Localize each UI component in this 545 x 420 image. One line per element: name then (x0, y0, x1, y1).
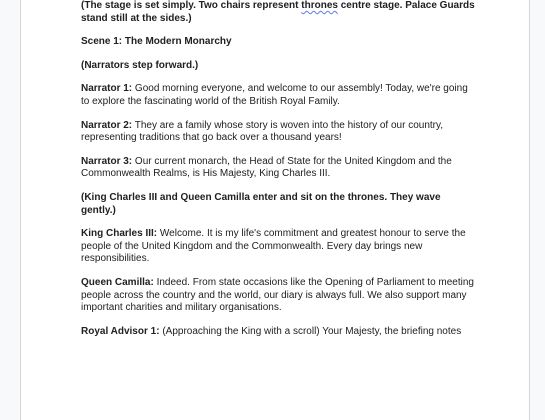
dialogue-line (81, 120, 476, 145)
dialogue-text: They are a family whose story is woven into the history of our country, representing traditions that go back over a thousand years! (81, 119, 444, 144)
stage-direction-text: centre stage. Palace Guards stand still at the sides.) (81, 0, 475, 24)
stage-direction-opening (81, 0, 476, 25)
dialogue-text: Indeed. From state occasions like the Opening of Parliament to meeting people across the country and the world, our diary is always full. We also support many important charities and military organisations. (81, 276, 474, 314)
speaker-name: Royal Advisor 1: (81, 325, 160, 337)
speaker-name: Queen Camilla: (81, 276, 154, 288)
dialogue-text: (Approaching the King with a scroll) Your Majesty, the briefing notes (159, 325, 462, 337)
dialogue-line (81, 228, 476, 266)
document-page[interactable] (20, 0, 530, 420)
speaker-name: King Charles III: (81, 228, 158, 240)
dialogue-text: Good morning everyone, and welcome to our assembly! Today, we're going to explore the fascinating world of the British Royal Family. (81, 83, 468, 107)
stage-direction-royals-enter: (King Charles III and Queen Camilla enter and sit on the thrones. They wave gently.) (81, 191, 441, 216)
speaker-name: Narrator 2: (81, 119, 133, 131)
spellcheck-flagged-word[interactable]: thrones (301, 0, 338, 11)
dialogue-text: Welcome. It is my life's commitment and greatest honour to serve the people of the United Kingdom and the Commonwealth. Every day brings new responsibilities. (81, 228, 466, 265)
scene-heading: Scene 1: The Modern Monarchy (81, 36, 232, 48)
stage-direction-text: (The stage is set simply. Two chairs represent (81, 0, 302, 11)
dialogue-line (81, 156, 476, 181)
document-body[interactable] (81, 0, 476, 349)
dialogue-line (81, 277, 476, 315)
stage-direction-narrators: (Narrators step forward.) (81, 59, 199, 71)
dialogue-text: Our current monarch, the Head of State for the United Kingdom and the Commonwealth Realms, is His Majesty, King Charles III. (81, 155, 452, 180)
speaker-name: Narrator 1: (81, 83, 133, 95)
speaker-name: Narrator 3: (81, 155, 133, 167)
dialogue-line (81, 83, 476, 108)
dialogue-line (81, 326, 476, 339)
